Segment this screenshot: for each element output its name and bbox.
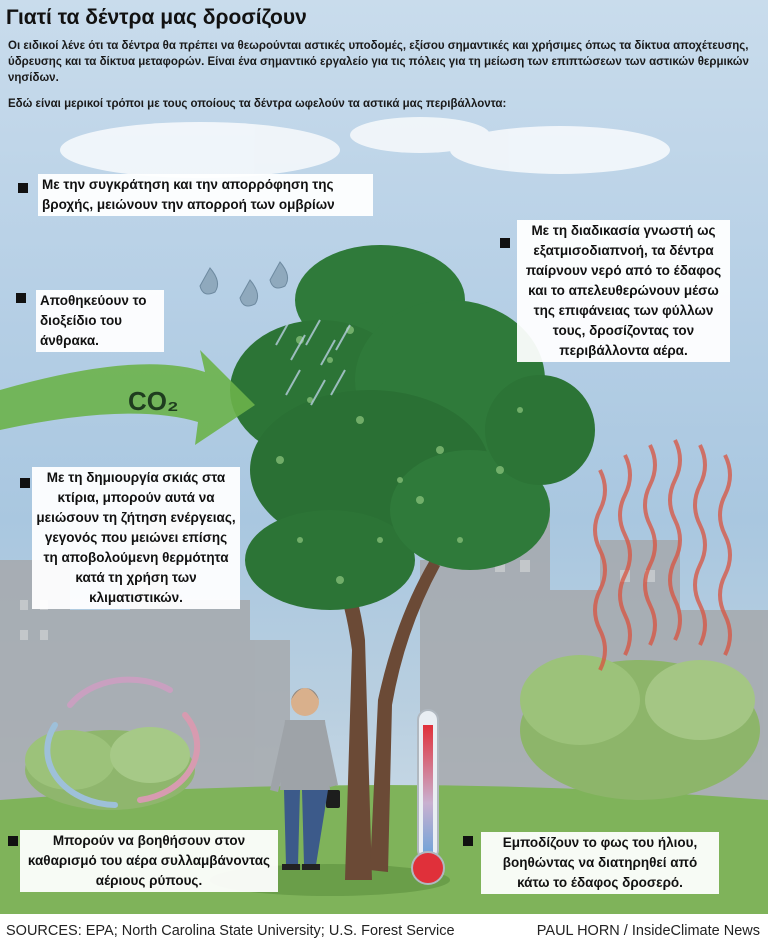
callout-rain <box>38 174 373 216</box>
callout-carbon <box>36 290 164 352</box>
callout-air <box>20 830 278 892</box>
bullet-icon <box>18 183 28 193</box>
rain-drops-icon <box>200 262 288 306</box>
callout-sunlight-text: Εμποδίζουν το φως του ήλιου, βοηθώντας να διατηρηθεί από κάτω το έδαφος δροσερό. <box>481 832 719 894</box>
lead-sentence: Εδώ είναι μερικοί τρόποι με τους οποίους τα δέντρα ωφελούν τα αστικά μας περιβάλλοντα: <box>8 98 507 110</box>
co2-arrow-icon <box>0 350 255 445</box>
callout-shade-text: Με τη δημιουργία σκιάς στα κτίρια, μπορούν αυτά να μειώσουν τη ζήτηση ενέργειας, γεγονός που μειώνει επίσης τη αποβολούμενη θερμότητα κατά τη χρήση των κλιματιστικών. <box>32 467 240 609</box>
credit-text: PAUL HORN / InsideClimate News <box>536 923 760 939</box>
bullet-icon <box>8 836 18 846</box>
bush-right <box>520 655 760 800</box>
bullet-icon <box>500 238 510 248</box>
intro-paragraph: Οι ειδικοί λένε ότι τα δέντρα θα πρέπει να θεωρούνται αστικές υποδομές, εξίσου σημαντικές και χρήσιμες όπως τα δίκτυα αποχέτευσης, ύδρευσης και τα δίκτυα μεταφορών. Είναι ένα σημαντικό εργαλείο για τις πόλεις για τη μείωση των επιπτώσεων των αστικών θερμικών νησίδων. <box>8 40 749 84</box>
page-title: Γιατί τα δέντρα μας δροσίζουν <box>6 6 307 29</box>
callout-evapotranspiration-text: Με τη διαδικασία γνωστή ως εξατμισοδιαπνοή, τα δέντρα παίρνουν νερό από το έδαφος και το απελευθερώνουν μέσω της επιφάνειας των φύλλων τους, δροσίζοντας τον περιβάλλοντα αέρα. <box>517 220 730 362</box>
bullet-icon <box>463 836 473 846</box>
callout-shade <box>32 467 240 609</box>
clouds <box>60 117 670 178</box>
sources-text: SOURCES: EPA; North Carolina State University; U.S. Forest Service <box>6 923 455 939</box>
callout-evapotranspiration <box>517 220 730 362</box>
callout-carbon-text: Αποθηκεύουν το διοξείδιο του άνθρακα. <box>36 290 164 352</box>
callout-air-text: Μπορούν να βοηθήσουν στον καθαρισμό του αέρα συλλαμβάνοντας αέριους ρύπους. <box>20 830 278 892</box>
bullet-icon <box>16 293 26 303</box>
bullet-icon <box>20 478 30 488</box>
callout-rain-text: Με την συγκράτηση και την απορρόφηση της βροχής, μειώνουν την απορροή των ομβρίων <box>38 174 373 216</box>
co2-label: CO₂ <box>128 386 179 416</box>
callout-sunlight <box>481 832 719 894</box>
footer-bar <box>0 914 768 945</box>
